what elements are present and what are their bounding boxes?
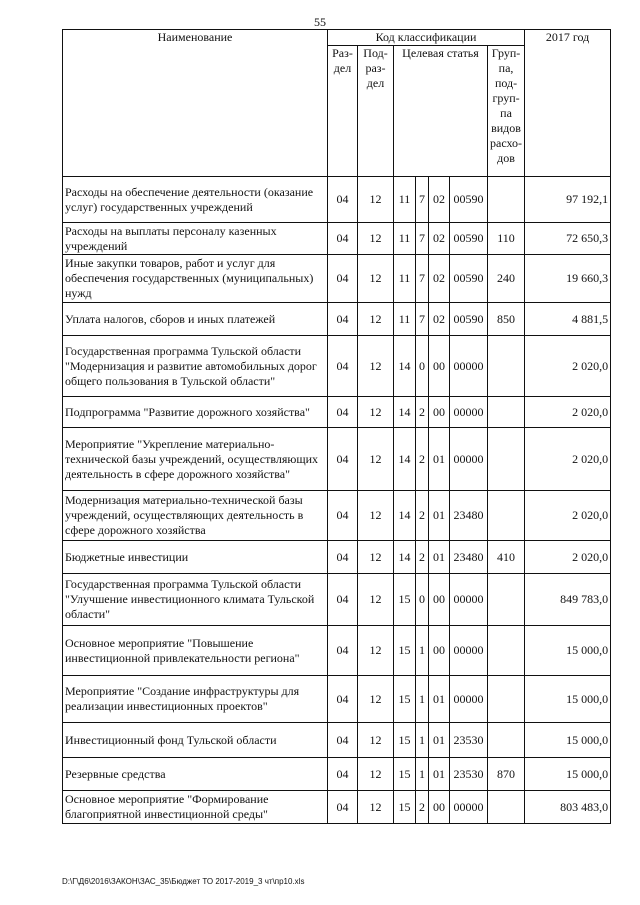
row-amount: 15 000,0 [525, 626, 611, 676]
row-name: Модернизация материально-технической базы учреждений, осуществляющих деятельность в сфере дорожного хозяйства [63, 491, 328, 541]
row-podrazdel: 12 [358, 626, 394, 676]
row-amount: 15 000,0 [525, 676, 611, 723]
row-amount: 2 020,0 [525, 336, 611, 397]
row-target-program: 14 [394, 428, 416, 491]
table-row [63, 303, 611, 336]
row-target-event: 02 [429, 303, 450, 336]
row-target-program: 14 [394, 491, 416, 541]
row-target-program: 11 [394, 303, 416, 336]
row-razdel: 04 [328, 397, 358, 428]
row-name: Иные закупки товаров, работ и услуг для обеспечения государственных (муниципальных) нужд [63, 255, 328, 303]
row-target-program: 11 [394, 223, 416, 255]
row-expense-group [488, 676, 525, 723]
row-podrazdel: 12 [358, 336, 394, 397]
column-header-code-group: Код классификации [328, 30, 525, 46]
header-row-top [63, 30, 611, 46]
row-target-direction: 23480 [450, 541, 488, 574]
row-razdel: 04 [328, 574, 358, 626]
row-name: Уплата налогов, сборов и иных платежей [63, 303, 328, 336]
row-amount: 19 660,3 [525, 255, 611, 303]
row-razdel: 04 [328, 791, 358, 824]
row-razdel: 04 [328, 758, 358, 791]
row-target-event: 01 [429, 428, 450, 491]
row-name: Бюджетные инвестиции [63, 541, 328, 574]
row-razdel: 04 [328, 223, 358, 255]
page-number: 55 [314, 15, 326, 29]
row-podrazdel: 12 [358, 491, 394, 541]
row-target-subprogram: 2 [416, 541, 429, 574]
row-podrazdel: 12 [358, 791, 394, 824]
row-razdel: 04 [328, 676, 358, 723]
row-target-program: 15 [394, 791, 416, 824]
row-target-subprogram: 2 [416, 791, 429, 824]
row-target-event: 01 [429, 676, 450, 723]
row-name: Подпрограмма "Развитие дорожного хозяйства" [63, 397, 328, 428]
row-amount: 72 650,3 [525, 223, 611, 255]
row-expense-group: 110 [488, 223, 525, 255]
row-target-event: 02 [429, 177, 450, 223]
row-razdel: 04 [328, 303, 358, 336]
table-row [63, 574, 611, 626]
row-target-program: 15 [394, 723, 416, 758]
table-row [63, 336, 611, 397]
row-name: Инвестиционный фонд Тульской области [63, 723, 328, 758]
row-razdel: 04 [328, 177, 358, 223]
row-target-direction: 23530 [450, 758, 488, 791]
row-podrazdel: 12 [358, 303, 394, 336]
row-podrazdel: 12 [358, 758, 394, 791]
table-row [63, 223, 611, 255]
row-amount: 2 020,0 [525, 491, 611, 541]
row-expense-group: 870 [488, 758, 525, 791]
row-podrazdel: 12 [358, 723, 394, 758]
row-target-subprogram: 7 [416, 177, 429, 223]
row-target-program: 14 [394, 397, 416, 428]
row-target-subprogram: 7 [416, 223, 429, 255]
row-expense-group [488, 626, 525, 676]
row-target-subprogram: 7 [416, 303, 429, 336]
row-amount: 849 783,0 [525, 574, 611, 626]
row-razdel: 04 [328, 336, 358, 397]
budget-table [62, 29, 611, 824]
row-target-event: 00 [429, 336, 450, 397]
row-target-event: 01 [429, 541, 450, 574]
row-target-event: 01 [429, 758, 450, 791]
row-target-subprogram: 2 [416, 428, 429, 491]
row-target-event: 02 [429, 255, 450, 303]
row-expense-group [488, 177, 525, 223]
row-target-event: 00 [429, 397, 450, 428]
table-row [63, 758, 611, 791]
column-header-year: 2017 год [525, 30, 611, 177]
row-target-event: 00 [429, 626, 450, 676]
row-target-program: 14 [394, 541, 416, 574]
column-header-podrazdel: Под- раз- дел [358, 46, 394, 177]
table-row [63, 491, 611, 541]
row-podrazdel: 12 [358, 574, 394, 626]
row-razdel: 04 [328, 428, 358, 491]
row-target-subprogram: 1 [416, 626, 429, 676]
row-target-subprogram: 1 [416, 676, 429, 723]
row-target-event: 02 [429, 223, 450, 255]
column-header-target: Целевая статья [394, 46, 488, 177]
row-target-program: 14 [394, 336, 416, 397]
row-expense-group [488, 574, 525, 626]
row-razdel: 04 [328, 723, 358, 758]
row-podrazdel: 12 [358, 676, 394, 723]
row-target-program: 15 [394, 574, 416, 626]
row-target-program: 15 [394, 676, 416, 723]
row-podrazdel: 12 [358, 428, 394, 491]
row-name: Государственная программа Тульской области "Улучшение инвестиционного климата Тульской области" [63, 574, 328, 626]
row-target-direction: 00590 [450, 177, 488, 223]
row-podrazdel: 12 [358, 541, 394, 574]
row-amount: 2 020,0 [525, 428, 611, 491]
row-target-program: 11 [394, 255, 416, 303]
row-amount: 15 000,0 [525, 758, 611, 791]
row-expense-group [488, 791, 525, 824]
row-target-subprogram: 1 [416, 758, 429, 791]
row-name: Основное мероприятие "Формирование благоприятной инвестиционной среды" [63, 791, 328, 824]
table-row [63, 626, 611, 676]
row-name: Государственная программа Тульской области "Модернизация и развитие автомобильных дорог общего пользования в Тульской области" [63, 336, 328, 397]
row-razdel: 04 [328, 491, 358, 541]
row-target-subprogram: 0 [416, 574, 429, 626]
table-row [63, 723, 611, 758]
row-target-direction: 00000 [450, 336, 488, 397]
row-podrazdel: 12 [358, 397, 394, 428]
row-amount: 15 000,0 [525, 723, 611, 758]
row-name: Расходы на обеспечение деятельности (оказание услуг) государственных учреждений [63, 177, 328, 223]
row-name: Основное мероприятие "Повышение инвестиционной привлекательности региона" [63, 626, 328, 676]
table-row [63, 177, 611, 223]
row-name: Резервные средства [63, 758, 328, 791]
row-expense-group: 410 [488, 541, 525, 574]
row-amount: 803 483,0 [525, 791, 611, 824]
row-razdel: 04 [328, 626, 358, 676]
row-target-direction: 00590 [450, 255, 488, 303]
table-row [63, 541, 611, 574]
row-target-event: 00 [429, 574, 450, 626]
row-amount: 97 192,1 [525, 177, 611, 223]
column-header-name: Наименование [63, 30, 328, 177]
row-target-program: 15 [394, 758, 416, 791]
row-name: Мероприятие "Создание инфраструктуры для реализации инвестиционных проектов" [63, 676, 328, 723]
row-expense-group: 850 [488, 303, 525, 336]
row-target-subprogram: 1 [416, 723, 429, 758]
row-expense-group: 240 [488, 255, 525, 303]
row-target-direction: 00590 [450, 303, 488, 336]
row-target-direction: 23480 [450, 491, 488, 541]
row-target-direction: 00590 [450, 223, 488, 255]
row-amount: 2 020,0 [525, 397, 611, 428]
row-target-direction: 23530 [450, 723, 488, 758]
row-target-program: 11 [394, 177, 416, 223]
row-target-event: 01 [429, 491, 450, 541]
row-expense-group [488, 397, 525, 428]
row-target-direction: 00000 [450, 397, 488, 428]
row-target-subprogram: 0 [416, 336, 429, 397]
row-expense-group [488, 723, 525, 758]
row-podrazdel: 12 [358, 177, 394, 223]
row-expense-group [488, 336, 525, 397]
row-target-direction: 00000 [450, 676, 488, 723]
row-target-subprogram: 2 [416, 491, 429, 541]
column-header-group: Груп- па, под- груп- па видов расхо- дов [488, 46, 525, 177]
row-target-direction: 00000 [450, 428, 488, 491]
table-row [63, 428, 611, 491]
row-target-event: 00 [429, 791, 450, 824]
row-name: Расходы на выплаты персоналу казенных учреждений [63, 223, 328, 255]
row-podrazdel: 12 [358, 255, 394, 303]
row-target-subprogram: 7 [416, 255, 429, 303]
row-target-direction: 00000 [450, 791, 488, 824]
row-target-program: 15 [394, 626, 416, 676]
footer-file-path: D:\Г\Д6\2016\ЗАКОН\ЗАС_35\Бюджет ТО 2017-2019_3 чт\пр10.xls [62, 877, 305, 886]
row-podrazdel: 12 [358, 223, 394, 255]
row-razdel: 04 [328, 255, 358, 303]
row-target-direction: 00000 [450, 574, 488, 626]
row-razdel: 04 [328, 541, 358, 574]
table-row [63, 791, 611, 824]
row-target-direction: 00000 [450, 626, 488, 676]
table-row [63, 397, 611, 428]
row-name: Мероприятие "Укрепление материально-технической базы учреждений, осуществляющих деятельность в сфере дорожного хозяйства" [63, 428, 328, 491]
row-amount: 4 881,5 [525, 303, 611, 336]
row-expense-group [488, 491, 525, 541]
row-target-event: 01 [429, 723, 450, 758]
table-row [63, 255, 611, 303]
row-expense-group [488, 428, 525, 491]
column-header-razdel: Раз- дел [328, 46, 358, 177]
table-row [63, 676, 611, 723]
table-body [63, 177, 611, 824]
row-amount: 2 020,0 [525, 541, 611, 574]
row-target-subprogram: 2 [416, 397, 429, 428]
